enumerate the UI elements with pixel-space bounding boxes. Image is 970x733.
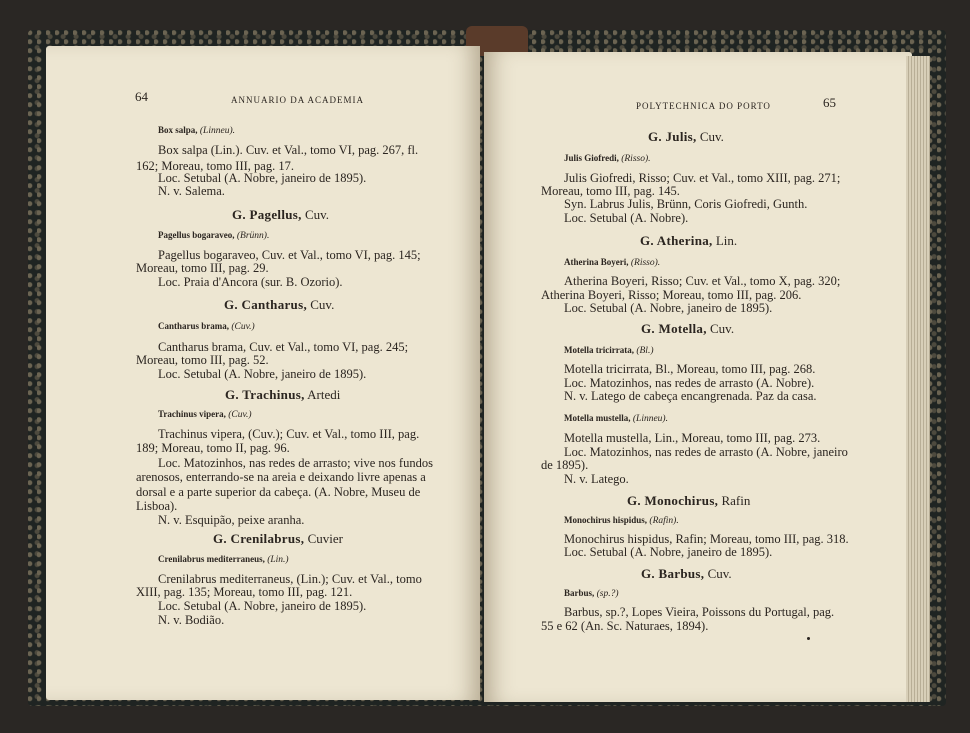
- page-number-right: 65: [823, 95, 836, 110]
- text-line: N. v. Bodião.: [158, 613, 225, 627]
- ink-mark: [807, 637, 810, 640]
- text-line: Moreau, tomo III, pag. 145.: [541, 184, 680, 198]
- text-line: Julis Giofredi, Risso; Cuv. et Val., tomo XIII, pag. 271;: [564, 171, 841, 185]
- text-line: dorsal e a parte superior da cabeça. (A. Nobre, Museu de: [136, 485, 421, 499]
- species-heading: Trachinus vipera, (Cuv.): [158, 409, 252, 420]
- species-heading: Monochirus hispidus, (Rafin).: [564, 515, 679, 526]
- text-line: Loc. Setubal (A. Nobre, janeiro de 1895).: [564, 545, 773, 559]
- text-line: Loc. Matozinhos, nas redes de arrasto; vive nos fundos: [158, 456, 433, 470]
- text-line: N. v. Latego de cabeça encangrenada. Paz da casa.: [564, 389, 817, 403]
- text-line: Loc. Matozinhos, nas redes de arrasto (A. Nobre, janeiro: [564, 445, 848, 459]
- genus-heading: G. Trachinus, Artedi: [225, 387, 341, 402]
- species-heading: Atherina Boyeri, (Risso).: [564, 257, 661, 268]
- genus-heading: G. Barbus, Cuv.: [641, 566, 732, 581]
- page-edges: [906, 56, 930, 702]
- text-line: de 1895).: [541, 458, 589, 472]
- species-heading: Motella mustella, (Linneu).: [564, 413, 668, 424]
- text-line: N. v. Salema.: [158, 184, 225, 198]
- text-line: Loc. Setubal (A. Nobre, janeiro de 1895).: [158, 599, 367, 613]
- species-heading: Box salpa, (Linneu).: [158, 125, 235, 136]
- genus-heading: G. Crenilabrus, Cuvier: [213, 531, 343, 546]
- text-line: Loc. Setubal (A. Nobre, janeiro de 1895).: [158, 367, 367, 381]
- text-line: Moreau, tomo III, pag. 52.: [136, 353, 269, 367]
- species-heading: Barbus, (sp.?): [564, 588, 619, 599]
- text-line: Barbus, sp.?, Lopes Vieira, Poissons du Portugal, pag.: [564, 605, 835, 619]
- species-heading: Julis Giofredi, (Risso).: [564, 153, 651, 164]
- text-line: Loc. Matozinhos, nas redes de arrasto (A. Nobre).: [564, 376, 815, 390]
- text-line: Motella mustella, Lin., Moreau, tomo III, pag. 273.: [564, 431, 821, 445]
- text-line: 189; Moreau, tomo II, pag. 96.: [136, 441, 290, 455]
- running-header-right: POLYTECHNICA DO PORTO: [636, 101, 771, 111]
- text-line: Atherina Boyeri, Risso; Cuv. et Val., tomo X, pag. 320;: [564, 274, 841, 288]
- species-heading: Cantharus brama, (Cuv.): [158, 321, 255, 332]
- genus-heading: G. Atherina, Lin.: [640, 233, 738, 248]
- text-line: Trachinus vipera, (Cuv.); Cuv. et Val., tomo III, pag.: [158, 427, 420, 441]
- text-line: Monochirus hispidus, Rafin; Moreau, tomo III, pag. 318.: [564, 532, 849, 546]
- species-heading: Crenilabrus mediterraneus, (Lin.): [158, 554, 289, 565]
- text-line: Box salpa (Lin.). Cuv. et Val., tomo VI, pag. 267, fl.: [158, 143, 419, 157]
- text-line: arenosos, enterrando-se na areia e deixando livre apenas a: [136, 470, 426, 484]
- text-line: Atherina Boyeri, Risso; Moreau, tomo III, pag. 206.: [541, 288, 802, 302]
- text-line: 162; Moreau, tomo III, pag. 17.: [136, 159, 294, 173]
- text-line: Loc. Praia d'Ancora (sur. B. Ozorio).: [158, 275, 343, 289]
- text-line: Lisboa).: [136, 499, 178, 513]
- genus-heading: G. Cantharus, Cuv.: [224, 297, 335, 312]
- text-line: N. v. Esquipão, peixe aranha.: [158, 513, 305, 527]
- text-line: Crenilabrus mediterraneus, (Lin.); Cuv. et Val., tomo: [158, 572, 422, 586]
- text-line: 55 e 62 (An. Sc. Naturaes, 1894).: [541, 619, 709, 633]
- page-number-left: 64: [135, 89, 148, 104]
- text-line: Pagellus bogaraveo, Cuv. et Val., tomo VI, pag. 145;: [158, 248, 421, 262]
- text-line: Moreau, tomo III, pag. 29.: [136, 261, 269, 275]
- running-header-left: ANNUARIO DA ACADEMIA: [231, 95, 365, 105]
- text-line: Loc. Setubal (A. Nobre).: [564, 211, 689, 225]
- species-heading: Motella tricirrata, (Bl.): [564, 345, 654, 356]
- text-line: N. v. Latego.: [564, 472, 629, 486]
- text-line: XIII, pag. 135; Moreau, tomo III, pag. 121.: [136, 585, 353, 599]
- text-line: Loc. Setubal (A. Nobre, janeiro de 1895).: [158, 171, 367, 185]
- text-line: Loc. Setubal (A. Nobre, janeiro de 1895).: [564, 301, 773, 315]
- genus-heading: G. Motella, Cuv.: [641, 321, 735, 336]
- genus-heading: G. Monochirus, Rafin: [627, 493, 751, 508]
- text-line: Cantharus brama, Cuv. et Val., tomo VI, pag. 245;: [158, 340, 409, 354]
- genus-heading: G. Pagellus, Cuv.: [232, 207, 330, 222]
- species-heading: Pagellus bogaraveo, (Brünn).: [158, 230, 270, 241]
- text-line: Syn. Labrus Julis, Brünn, Coris Giofredi, Gunth.: [564, 197, 808, 211]
- text-line: Motella tricirrata, Bl., Moreau, tomo III, pag. 268.: [564, 362, 816, 376]
- genus-heading: G. Julis, Cuv.: [648, 129, 724, 144]
